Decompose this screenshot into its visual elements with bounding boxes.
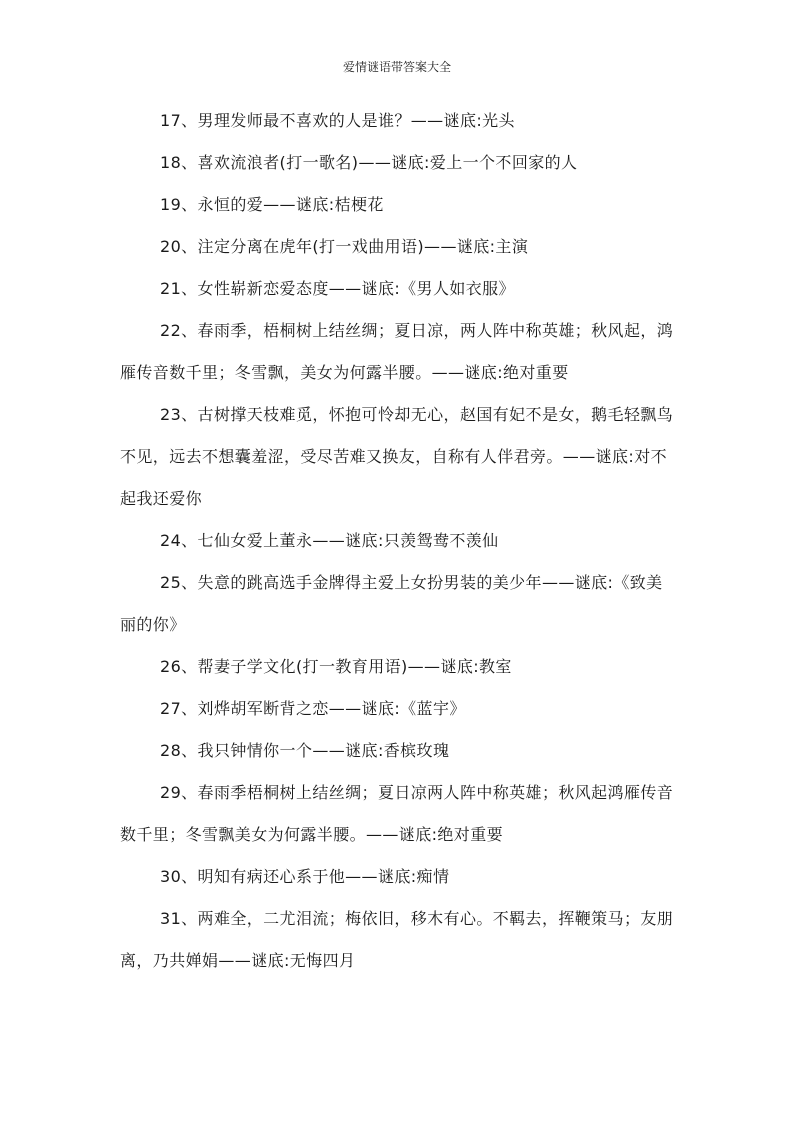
riddle-entry: 26、帮妻子学文化(打一教育用语)——谜底:教室 [160,657,512,676]
riddle-entry: 21、女性崭新恋爱态度——谜底:《男人如衣服》 [160,279,515,298]
riddle-entry: 27、刘烨胡军断背之恋——谜底:《蓝宇》 [160,699,466,718]
riddle-entry: 17、男理发师最不喜欢的人是谁？——谜底:光头 [160,111,515,130]
page-header-title: 爱情谜语带答案大全 [342,60,451,74]
riddle-list [120,100,676,982]
riddle-entry: 23、古树撑天枝难觅，怀抱可怜却无心，赵国有妃不是女，鹅毛轻飘鸟不见，远去不想囊羞涩，受尽苦难又换友，自称有人伴君旁。——谜底:对不起我还爱你 [120,405,674,508]
riddle-entry: 19、永恒的爱——谜底:桔梗花 [160,195,384,214]
riddle-entry: 30、明知有病还心系于他——谜底:痴情 [160,867,450,886]
riddle-entry: 29、春雨季梧桐树上结丝绸；夏日凉两人阵中称英雄；秋风起鸿雁传音数千里；冬雪飘美女为何露半腰。——谜底:绝对重要 [120,783,674,844]
riddle-entry: 18、喜欢流浪者(打一歌名)——谜底:爱上一个不回家的人 [160,153,578,172]
riddle-entry: 28、我只钟情你一个——谜底:香槟玫瑰 [160,741,450,760]
riddle-entry: 31、两难全，二尤泪流；梅依旧，移木有心。不羁去，挥鞭策马；友朋离，乃共婵娟——谜底:无悔四月 [120,909,674,970]
riddle-entry: 24、七仙女爱上董永——谜底:只羡鸳鸯不羡仙 [160,531,499,550]
riddle-entry: 20、注定分离在虎年(打一戏曲用语)——谜底:主演 [160,237,529,256]
riddle-entry: 25、失意的跳高选手金牌得主爱上女扮男装的美少年——谜底:《致美丽的你》 [120,573,663,634]
riddle-entry: 22、春雨季，梧桐树上结丝绸；夏日凉，两人阵中称英雄；秋风起，鸿雁传音数千里；冬雪飘，美女为何露半腰。——谜底:绝对重要 [120,321,674,382]
